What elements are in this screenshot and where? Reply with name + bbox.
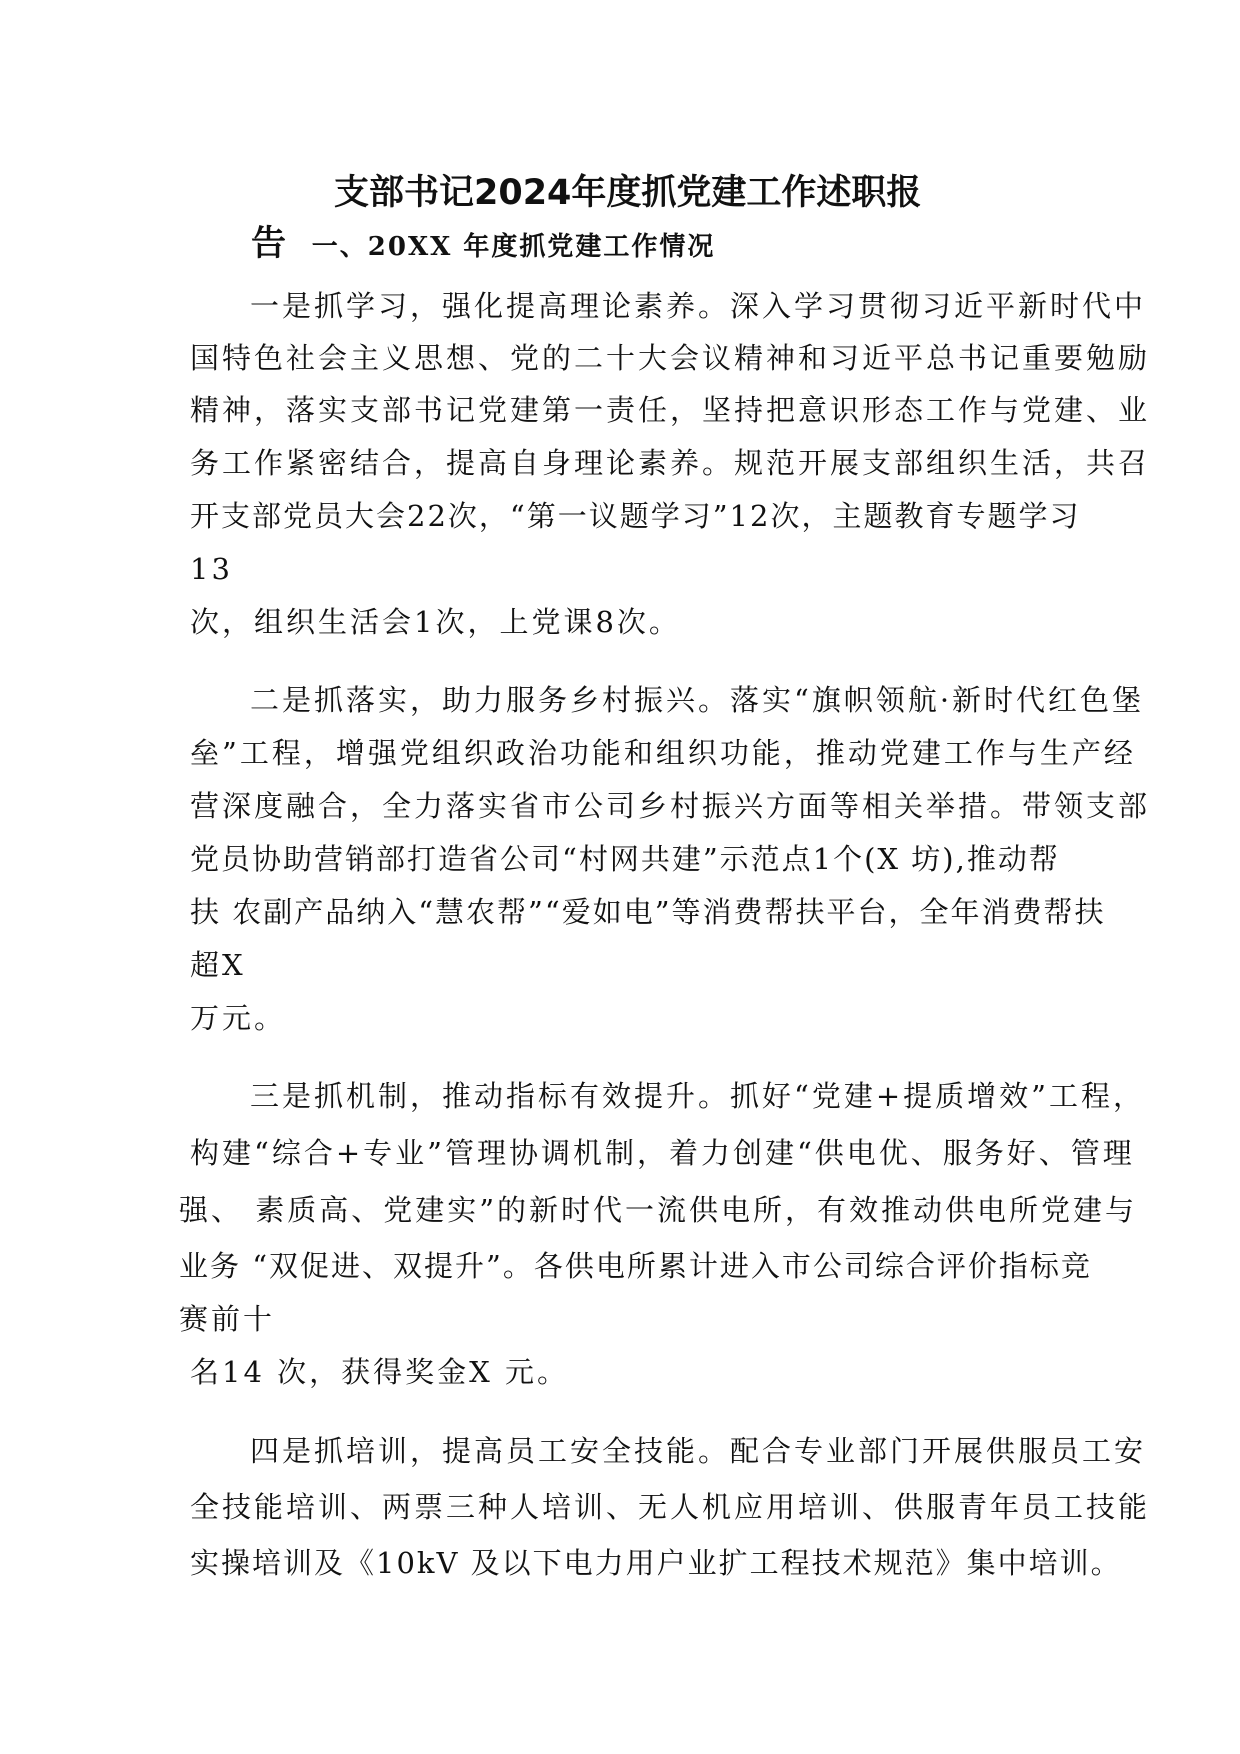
paragraph-2-line-3: 营深度融合，全力落实省市公司乡村振兴方面等相关举措。带领支部	[190, 789, 1151, 823]
paragraph-2-line-4: 党员协助营销部打造省公司“村网共建”示范点1个(X 坊),推动帮	[190, 842, 1060, 876]
document-title-tail: 告	[251, 224, 287, 264]
paragraph-1-line-3: 精神，落实支部书记党建第一责任，坚持把意识形态工作与党建、业	[190, 393, 1151, 427]
paragraph-3-line-4: 业务 “双促进、双提升”。各供电所累计进入市公司综合评价指标竞	[179, 1249, 1092, 1283]
document-title: 支部书记2024年度抓党建工作述职报	[334, 173, 922, 213]
paragraph-4-line-2: 全技能培训、两票三种人培训、无人机应用培训、供服青年员工技能	[190, 1490, 1151, 1524]
paragraph-2-line-5: 扶 农副产品纳入“慧农帮”“爱如电”等消费帮扶平台，全年消费帮扶	[190, 895, 1106, 929]
paragraph-3-line-3: 强、 素质高、党建实”的新时代一流供电所，有效推动供电所党建与	[179, 1193, 1138, 1227]
paragraph-1-line-1: 一是抓学习，强化提高理论素养。深入学习贯彻习近平新时代中	[250, 289, 1147, 323]
paragraph-2-line-2: 垒”工程，增强党组织政治功能和组织功能，推动党建工作与生产经	[190, 736, 1136, 770]
paragraph-3-line-5: 赛前十	[179, 1302, 276, 1336]
paragraph-1-line-7: 次，组织生活会1次，上党课8次。	[190, 605, 681, 639]
paragraph-2-line-6: 超X	[190, 948, 246, 982]
paragraph-1-line-4: 务工作紧密结合，提高自身理论素养。规范开展支部组织生活，共召	[190, 446, 1151, 480]
paragraph-2-line-1: 二是抓落实，助力服务乡村振兴。落实“旗帜领航·新时代红色堡	[250, 683, 1145, 717]
section-heading: 一、20XX 年度抓党建工作情况	[311, 232, 716, 262]
paragraph-4-line-1: 四是抓培训，提高员工安全技能。配合专业部门开展供服员工安	[250, 1434, 1147, 1468]
paragraph-4-line-3: 实操培训及《10kV 及以下电力用户业扩工程技术规范》集中培训。	[190, 1546, 1122, 1580]
paragraph-3-line-1: 三是抓机制，推动指标有效提升。抓好“党建+提质增效”工程，	[250, 1079, 1145, 1113]
paragraph-1-line-2: 国特色社会主义思想、党的二十大会议精神和习近平总书记重要勉励	[190, 341, 1151, 375]
paragraph-1-line-5: 开支部党员大会22次，“第一议题学习”12次，主题教育专题学习	[190, 499, 1081, 533]
paragraph-2-line-7: 万元。	[190, 1001, 287, 1035]
paragraph-3-line-2: 构建“综合+专业”管理协调机制，着力创建“供电优、服务好、管理	[190, 1136, 1135, 1170]
paragraph-1-line-6: 13	[190, 552, 233, 586]
paragraph-3-line-6: 名14 次，获得奖金X 元。	[190, 1355, 569, 1389]
section-heading-line	[251, 224, 716, 264]
